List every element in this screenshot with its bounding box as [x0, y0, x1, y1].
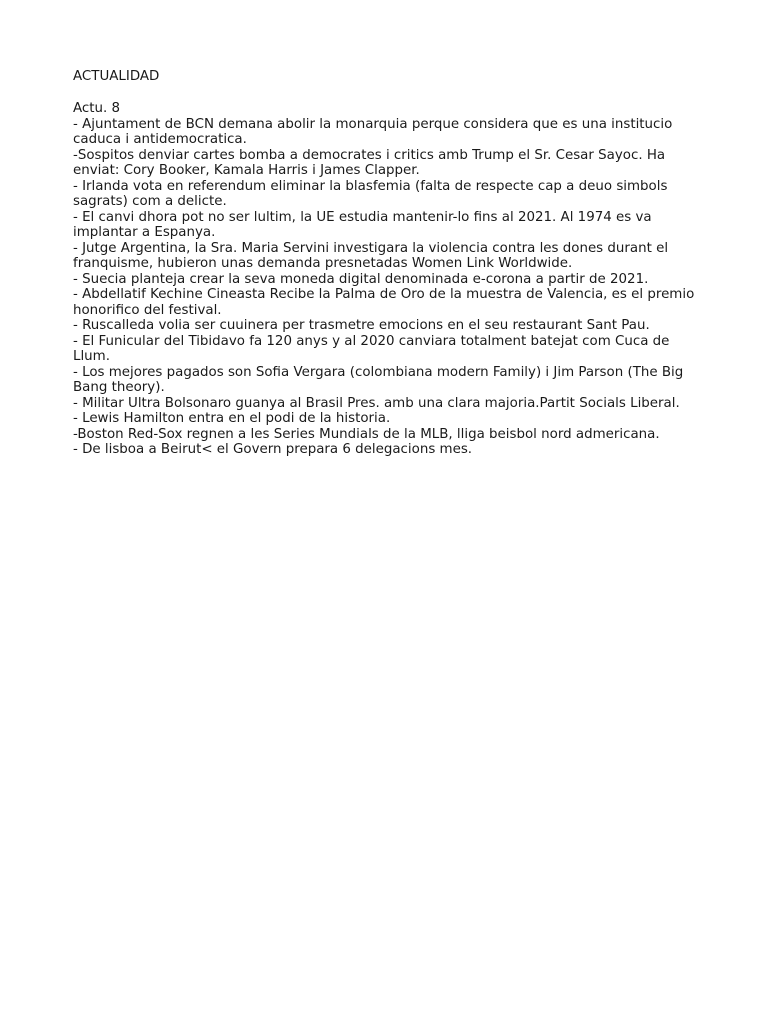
news-item: - Irlanda vota en referendum eliminar la blasfemia (falta de respecte cap a deuo simbols sagrats) com a delicte.: [73, 178, 672, 209]
news-item: - El canvi dhora pot no ser lultim, la UE estudia mantenir-lo fins al 2021. Al 1974 es va implantar a Espanya.: [73, 209, 656, 240]
news-item: - Lewis Hamilton entra en el podi de la historia.: [73, 411, 391, 426]
document-body: [73, 68, 703, 458]
news-item: - Ruscalleda volia ser cuuinera per trasmetre emocions en el seu restaurant Sant Pau.: [73, 318, 650, 333]
news-item: - Militar Ultra Bolsonaro guanya al Brasil Pres. amb una clara majoria.Partit Socials Liberal.: [73, 395, 680, 411]
document-title: ACTUALIDAD: [73, 69, 160, 84]
news-item: - Suecia planteja crear la seva moneda digital denominada e-corona a partir de 2021.: [73, 271, 649, 287]
news-item: - El Funicular del Tibidavo fa 120 anys y al 2020 canviara totalment batejat com Cuca de Llum.: [73, 333, 674, 364]
news-list: [73, 117, 703, 458]
section-label: Actu. 8: [73, 101, 121, 116]
news-item: -Sospitos denviar cartes bomba a democrates i critics amb Trump el Sr. Cesar Sayoc. Ha enviat: Cory Booker, Kamala Harris i James Clapper.: [73, 147, 670, 178]
news-item: - Ajuntament de BCN demana abolir la monarquia perque considera que es una institucio caduca i antidemocratica.: [73, 116, 677, 147]
news-item: - De lisboa a Beirut< el Govern prepara 6 delegacions mes.: [73, 442, 473, 457]
news-item: -Boston Red-Sox regnen a les Series Mundials de la MLB, lliga beisbol nord admericana.: [73, 426, 660, 442]
news-item: - Abdellatif Kechine Cineasta Recibe la Palma de Oro de la muestra de Valencia, es el premio honorifico del festival.: [73, 287, 699, 318]
news-item: - Jutge Argentina, la Sra. Maria Servini investigara la violencia contra les dones durant el franquisme, hubieron unas demanda presnetadas Women Link Worldwide.: [73, 240, 673, 271]
news-item: - Los mejores pagados son Sofia Vergara (colombiana modern Family) i Jim Parson (The Big Bang theory).: [73, 364, 688, 395]
